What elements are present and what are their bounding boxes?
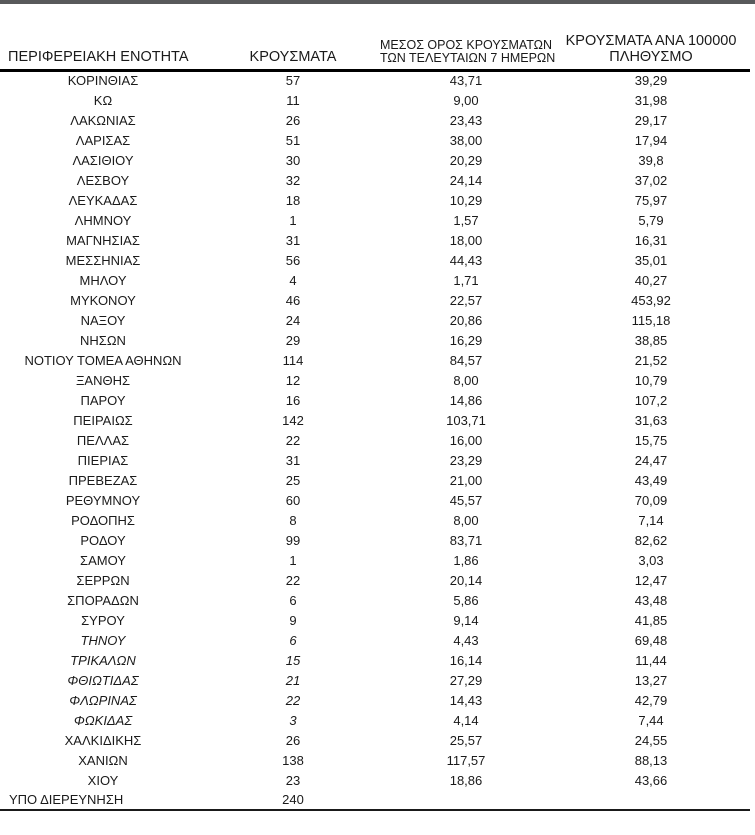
cases-cell: 23 [285,772,301,788]
col-header-per100k [552,4,750,70]
table-row [0,770,750,790]
cases-cell: 240 [206,790,380,810]
avg7-cell: 8,00 [453,512,479,528]
per100k-cell: 11,44 [635,652,667,668]
per100k-cell: 82,62 [634,532,668,548]
region-cell: ΛΕΥΚΑΔΑΣ [68,192,138,208]
region-cell: ΜΑΓΝΗΣΙΑΣ [66,232,140,248]
avg7-cell: 1,86 [453,552,479,568]
table-row [0,430,750,450]
table-row [0,550,750,570]
per100k-cell: 88,13 [634,752,668,768]
cases-cell: 138 [282,752,304,768]
cases-cell: 31 [285,452,301,468]
col-header-region-label: ΠΕΡΙΦΕΡΕΙΑΚΗ ΕΝΟΤΗΤΑ [8,48,189,65]
region-cell: ΠΕΛΛΑΣ [76,432,130,448]
cases-cell: 6 [289,592,297,608]
table-row [0,610,750,630]
col-header-avg7-line2: ΤΩΝ ΤΕΛΕΥΤΑΙΩΝ 7 ΗΜΕΡΩΝ [380,51,556,65]
region-cell: ΣΥΡΟΥ [81,612,125,628]
avg7-cell: 18,86 [449,772,483,788]
table-row [0,790,750,810]
avg7-cell: 117,57 [446,752,486,768]
cases-cell: 22 [285,692,301,708]
per100k-cell: 35,01 [634,252,668,268]
table-row [0,530,750,550]
table-row [0,330,750,350]
region-cell: ΧΑΛΚΙΔΙΚΗΣ [64,732,142,748]
col-header-cases [206,4,380,70]
table-row [0,190,750,210]
avg7-cell: 83,71 [449,532,483,548]
per100k-cell: 21,52 [634,352,668,368]
cases-cell: 51 [285,132,301,148]
cases-cell: 4 [289,272,297,288]
cases-cell: 6 [289,632,297,648]
per100k-cell: 24,55 [634,732,668,748]
region-cell: ΦΘΙΩΤΙΔΑΣ [67,672,139,688]
table-row [0,630,750,650]
per100k-cell: 40,27 [634,272,668,288]
cases-cell: 1 [289,552,297,568]
avg7-cell [380,790,552,810]
region-cell: ΤΡΙΚΑΛΩΝ [70,652,136,668]
avg7-cell: 4,43 [453,632,479,648]
cases-cell: 114 [282,352,304,368]
avg7-cell: 10,29 [449,192,483,208]
cases-cell: 25 [285,472,301,488]
region-cell: ΜΥΚΟΝΟΥ [70,292,136,308]
cases-cell: 99 [285,532,301,548]
avg7-cell: 1,71 [453,272,479,288]
table-row [0,350,750,370]
per100k-cell: 3,03 [638,552,664,568]
avg7-cell: 103,71 [446,412,486,428]
per100k-cell: 13,27 [634,672,668,688]
region-cell: ΧΑΝΙΩΝ [78,752,128,768]
cases-cell: 26 [285,732,301,748]
avg7-cell: 18,00 [449,232,483,248]
table-row [0,310,750,330]
table-row [0,90,750,110]
table-row [0,170,750,190]
avg7-cell: 38,00 [449,132,483,148]
avg7-cell: 20,86 [449,312,483,328]
col-header-cases-label: ΚΡΟΥΣΜΑΤΑ [249,48,337,65]
table-row [0,390,750,410]
table-row [0,370,750,390]
table-row [0,490,750,510]
region-cell: ΜΕΣΣΗΝΙΑΣ [65,252,141,268]
region-cell: ΛΑΣΙΘΙΟΥ [72,152,134,168]
table-row [0,470,750,490]
region-cell: ΥΠΟ ΔΙΕΡΕΥΝΗΣΗ [0,790,206,810]
avg7-cell: 4,14 [453,712,479,728]
col-header-avg7 [380,4,556,70]
avg7-cell: 14,86 [449,392,483,408]
cases-cell: 22 [285,432,301,448]
per100k-cell: 5,79 [638,212,664,228]
avg7-cell: 16,14 [449,652,483,668]
region-cell: ΦΛΩΡΙΝΑΣ [69,692,137,708]
per100k-cell: 115,18 [631,312,671,328]
avg7-cell: 27,29 [449,672,483,688]
per100k-cell: 41,85 [634,612,668,628]
avg7-cell: 22,57 [449,292,483,308]
per100k-cell: 17,94 [634,132,668,148]
per100k-cell: 29,17 [634,112,668,128]
table-row [0,290,750,310]
cases-cell: 142 [282,412,304,428]
avg7-cell: 21,00 [449,472,483,488]
regional-cases-table [0,4,750,811]
table-row [0,410,750,430]
table-row [0,270,750,290]
cases-cell: 24 [285,312,301,328]
per100k-cell: 24,47 [634,452,668,468]
per100k-cell: 43,49 [634,472,668,488]
region-cell: ΠΡΕΒΕΖΑΣ [68,472,138,488]
avg7-cell: 43,71 [449,73,483,89]
avg7-cell: 45,57 [449,492,483,508]
cases-cell: 22 [285,572,301,588]
region-cell: ΣΕΡΡΩΝ [76,572,130,588]
region-cell: ΠΙΕΡΙΑΣ [77,452,129,468]
avg7-cell: 20,29 [449,152,483,168]
region-cell: ΡΟΔΟΠΗΣ [71,512,135,528]
per100k-cell: 39,29 [634,73,668,89]
avg7-cell: 25,57 [449,732,483,748]
per100k-cell: 453,92 [631,292,671,308]
table-row [0,670,750,690]
cases-cell: 9 [289,612,297,628]
col-header-per100k-line2: ΠΛΗΘΥΣΜΟ [609,48,693,65]
table-row [0,510,750,530]
table-row [0,450,750,470]
region-cell: ΝΑΞΟΥ [80,312,126,328]
table-row [0,150,750,170]
table-row [0,230,750,250]
col-header-per100k-line1: ΚΡΟΥΣΜΑΤΑ ΑΝΑ 100000 [565,33,737,50]
table-row [0,70,750,90]
per100k-cell: 42,79 [634,692,668,708]
avg7-cell: 23,43 [449,112,483,128]
region-cell: ΚΟΡΙΝΘΙΑΣ [67,73,139,89]
header-row [0,4,750,70]
per100k-cell: 15,75 [634,432,668,448]
cases-cell: 29 [285,332,301,348]
per100k-cell: 38,85 [634,332,668,348]
table-row [0,650,750,670]
region-cell: ΜΗΛΟΥ [79,272,127,288]
table-row [0,130,750,150]
col-header-region [0,4,206,70]
table-header [0,4,750,70]
cases-cell: 60 [285,492,301,508]
cases-cell: 8 [289,512,297,528]
avg7-cell: 16,00 [449,432,483,448]
region-cell: ΛΕΣΒΟΥ [76,172,130,188]
cases-cell: 56 [285,252,301,268]
avg7-cell: 14,43 [449,692,483,708]
per100k-cell: 70,09 [634,492,668,508]
table-row [0,210,750,230]
per100k-cell: 10,79 [634,372,668,388]
cases-cell: 57 [285,73,301,89]
col-header-avg7-line1: ΜΕΣΟΣ ΟΡΟΣ ΚΡΟΥΣΜΑΤΩΝ [380,37,553,52]
avg7-cell: 16,29 [449,332,483,348]
avg7-cell: 1,57 [453,212,479,228]
region-cell: ΠΕΙΡΑΙΩΣ [73,412,133,428]
region-cell: ΝΟΤΙΟΥ ΤΟΜΕΑ ΑΘΗΝΩΝ [24,352,182,368]
cases-cell: 26 [285,112,301,128]
region-cell: ΛΑΡΙΣΑΣ [75,132,131,148]
avg7-cell: 9,14 [453,612,479,628]
per100k-cell: 16,31 [634,232,668,248]
region-cell: ΠΑΡΟΥ [80,392,126,408]
region-cell: ΚΩ [93,92,113,108]
per100k-cell: 31,63 [634,412,668,428]
region-cell: ΦΩΚΙΔΑΣ [73,712,133,728]
region-cell: ΡΟΔΟΥ [80,532,126,548]
per100k-cell: 69,48 [634,632,668,648]
avg7-cell: 8,00 [453,372,479,388]
cases-cell: 15 [285,652,301,668]
region-cell: ΤΗΝΟΥ [80,632,126,648]
cases-cell: 32 [285,172,301,188]
region-cell: ΡΕΘΥΜΝΟΥ [65,492,141,508]
per100k-cell: 75,97 [634,192,668,208]
cases-cell: 31 [285,232,301,248]
cases-cell: 11 [286,92,300,108]
per100k-cell: 7,44 [638,712,664,728]
per100k-cell: 43,66 [634,772,668,788]
cases-cell: 12 [285,372,301,388]
region-cell: ΣΠΟΡΑΔΩΝ [67,592,139,608]
region-cell: ΝΗΣΩΝ [80,332,126,348]
per100k-cell: 39,8 [638,152,664,168]
avg7-cell: 20,14 [449,572,483,588]
avg7-cell: 24,14 [449,172,483,188]
table-row [0,690,750,710]
avg7-cell: 84,57 [449,352,483,368]
cases-cell: 46 [285,292,301,308]
region-cell: ΛΗΜΝΟΥ [74,212,132,228]
cases-cell: 21 [285,672,301,688]
table-row [0,250,750,270]
avg7-cell: 5,86 [453,592,479,608]
avg7-cell: 23,29 [449,452,483,468]
cases-cell: 30 [285,152,301,168]
per100k-cell: 12,47 [634,572,668,588]
table-row [0,750,750,770]
table-row [0,710,750,730]
table-row [0,730,750,750]
per100k-cell: 31,98 [634,92,668,108]
table-row [0,590,750,610]
per100k-cell: 7,14 [638,512,664,528]
per100k-cell: 107,2 [634,392,668,408]
cases-cell: 18 [285,192,301,208]
region-cell: ΛΑΚΩΝΙΑΣ [70,112,136,128]
per100k-cell: 43,48 [634,592,668,608]
cases-cell: 16 [285,392,301,408]
avg7-cell: 9,00 [453,92,479,108]
table-body [0,70,750,810]
table-row [0,110,750,130]
region-cell: ΞΑΝΘΗΣ [75,372,131,388]
table-row [0,570,750,590]
per100k-cell [552,790,750,810]
region-cell: ΧΙΟΥ [87,772,119,788]
avg7-cell: 44,43 [449,252,483,268]
region-cell: ΣΑΜΟΥ [80,552,126,568]
per100k-cell: 37,02 [634,172,668,188]
cases-cell: 3 [289,712,297,728]
cases-cell: 1 [289,212,297,228]
